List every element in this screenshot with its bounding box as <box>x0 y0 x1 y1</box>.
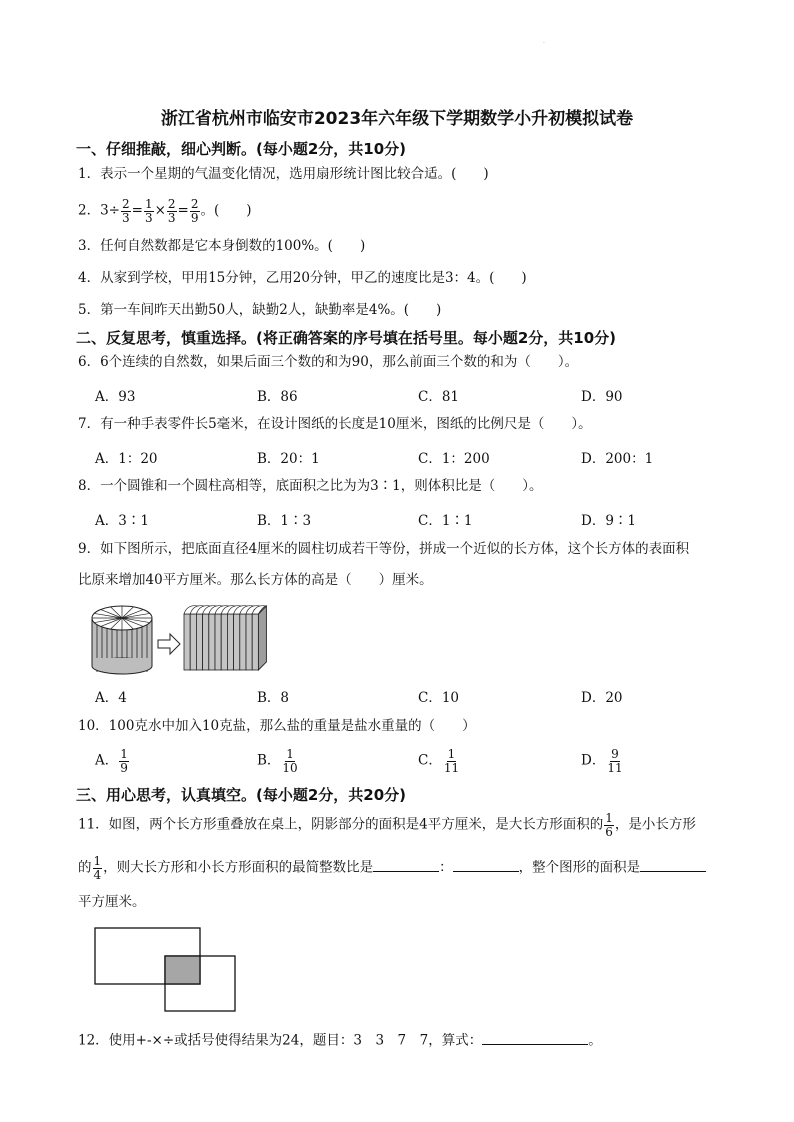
q6-option-b[interactable]: B．86 <box>257 389 298 405</box>
shaded-overlap <box>165 956 200 984</box>
question-2: 2．3÷ $\frac{2}{3}$ = $\frac{1}{3}$ × $\frac{2}{3}$ = $\frac{2}{9}$ 。( ) <box>78 197 252 225</box>
q7-option-c[interactable]: C．1：200 <box>418 451 490 467</box>
question-9-line-2: 比原来增加40平方厘米。那么长方体的高是（ ）厘米。 <box>78 572 433 588</box>
fraction: $\frac{2}{3}$ <box>122 197 130 225</box>
q9-option-b[interactable]: B．8 <box>257 690 290 706</box>
q8-option-d[interactable]: D．9∶1 <box>581 513 637 529</box>
question-12: 12．使用+-×÷或括号使得结果为24，题目：3 3 7 7，算式： 。 <box>78 1030 602 1050</box>
exam-title: 浙江省杭州市临安市2023年六年级下学期数学小升初模拟试卷 <box>160 109 634 129</box>
overlapping-rectangles-figure <box>92 925 240 1015</box>
cuboid-drawing <box>184 606 266 670</box>
fraction: $\frac{1}{3}$ <box>144 197 153 225</box>
q6-option-d[interactable]: D．90 <box>581 389 623 405</box>
q7-option-d[interactable]: D．200：1 <box>581 451 654 467</box>
answer-blank-2[interactable] <box>453 857 519 872</box>
question-7: 7．有一种手表零件长5毫米，在设计图纸的长度是10厘米，图纸的比例尺是（ ）。 <box>78 416 592 432</box>
question-10: 10．100克水中加入10克盐，那么盐的重量是盐水重量的（ ） <box>78 718 476 734</box>
question-8: 8．一个圆锥和一个圆柱高相等，底面积之比为为3∶1，则体积比是（ ）。 <box>78 478 543 494</box>
q7-option-a[interactable]: A．1：20 <box>95 451 158 467</box>
fraction: $\frac{1}{6}$ <box>605 811 613 839</box>
question-4: 4．从家到学校，甲用15分钟，乙用20分钟，甲乙的速度比是3：4。( ) <box>78 270 527 286</box>
question-11-line-2: 的 $\frac{1}{4}$ ，则大长方形和小长方形面积的最简整数比是 ： ，整个图形的面积是 <box>78 855 706 881</box>
question-11-line-3: 平方厘米。 <box>78 894 146 910</box>
q7-option-b[interactable]: B．20：1 <box>257 451 320 467</box>
q8-option-b[interactable]: B．1∶3 <box>257 513 312 529</box>
cylinder-to-cuboid-figure <box>88 600 268 678</box>
fraction: $\frac{1}{9}$ <box>120 747 128 775</box>
fraction: $\frac{2}{3}$ <box>167 197 176 225</box>
question-5: 5．第一车间昨天出勤50人，缺勤2人，缺勤率是4%。( ) <box>78 302 442 318</box>
q8-option-a[interactable]: A．3∶1 <box>95 513 149 529</box>
q9-option-a[interactable]: A．4 <box>95 690 127 706</box>
question-1: 1．表示一个星期的气温变化情况，选用扇形统计图比较合适。( ) <box>78 166 489 182</box>
fraction: $\frac{1}{4}$ <box>93 854 102 882</box>
q10-option-c[interactable]: C． $\frac{1}{11}$ <box>418 747 460 775</box>
question-3: 3．任何自然数都是它本身倒数的100%。( ) <box>78 238 366 254</box>
section-3-heading: 三、用心思考，认真填空。(每小题2分，共20分) <box>76 786 407 804</box>
q9-option-c[interactable]: C．10 <box>418 690 460 706</box>
fraction: $\frac{2}{9}$ <box>190 197 199 225</box>
answer-blank-3[interactable] <box>640 857 706 872</box>
section-1-heading: 一、仔细推敲，细心判断。(每小题2分，共10分) <box>76 140 407 158</box>
arrow-icon <box>158 634 180 654</box>
q10-option-a[interactable]: A． $\frac{1}{9}$ <box>95 747 128 775</box>
answer-blank-expression[interactable] <box>482 1030 588 1045</box>
q6-option-c[interactable]: C．81 <box>418 389 460 405</box>
fraction: $\frac{1}{11}$ <box>443 747 460 775</box>
fraction: $\frac{9}{11}$ <box>607 747 623 775</box>
answer-blank-1[interactable] <box>373 857 439 872</box>
section-2-heading: 二、反复思考，慎重选择。(将正确答案的序号填在括号里。每小题2分，共10分) <box>76 329 617 347</box>
q9-option-d[interactable]: D．20 <box>581 690 623 706</box>
question-6: 6．6个连续的自然数，如果后面三个数的和为90，那么前面三个数的和为（ ）。 <box>78 354 579 370</box>
fraction: $\frac{1}{10}$ <box>282 747 298 775</box>
q8-option-c[interactable]: C．1∶1 <box>418 513 473 529</box>
question-11-line-1: 11．如图，两个长方形重叠放在桌上，阴影部分的面积是4平方厘米，是大长方形面积的 $\frac{1}{6}$ ，是小长方形 <box>78 811 696 839</box>
q10-option-d[interactable]: D． $\frac{9}{11}$ <box>581 747 623 775</box>
question-9-line-1: 9．如下图所示，把底面直径4厘米的圆柱切成若干等份，拼成一个近似的长方体，这个长方体的表面积 <box>78 541 690 557</box>
corner-mark: · <box>543 40 545 47</box>
q6-option-a[interactable]: A．93 <box>95 389 136 405</box>
q10-option-b[interactable]: B． $\frac{1}{10}$ <box>257 747 298 775</box>
cylinder-drawing <box>92 606 152 674</box>
